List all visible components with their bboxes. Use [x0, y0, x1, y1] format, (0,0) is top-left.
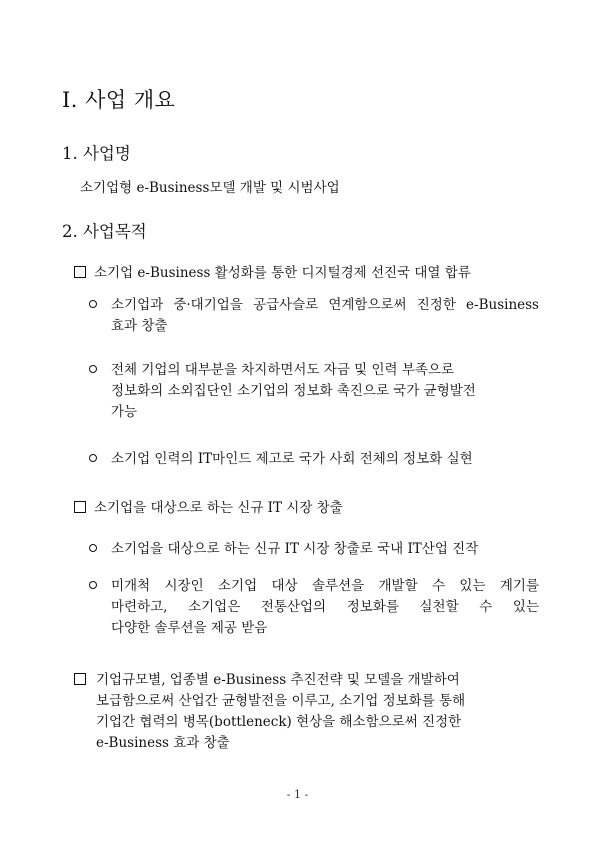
bullet-line: 가능	[111, 404, 138, 420]
purpose-item-1	[74, 261, 471, 281]
bullet-marker	[89, 297, 109, 313]
purpose-item-1-text: 소기업 e-Business 활성화를 통한 디지털경제 선진국 대열 합류	[94, 265, 471, 281]
purpose-line: e-Business 효과 창출	[96, 735, 230, 751]
chapter-title: Ⅰ. 사업 개요	[62, 88, 176, 112]
bullet-line: 다양한 솔루션을 제공 받음	[111, 620, 268, 636]
bullet-line: 마련하고, 소기업은 전통산업의 정보화를 실천할 수 있는	[111, 599, 539, 615]
circle-bullet-icon	[89, 581, 97, 589]
bullet-2-2	[111, 576, 539, 639]
purpose-line: 기업간 협력의 병목(bottleneck) 현상을 해소함으로써 진정한	[96, 714, 462, 730]
purpose-line: 기업규모별, 업종별 e-Business 추진전략 및 모델을 개발하여	[96, 672, 460, 688]
circle-bullet-icon	[89, 454, 97, 462]
bullet-1-3	[111, 449, 539, 470]
bullet-line: 소기업과 중·대기업을 공급사슬로 연계함으로써 진정한 e-Business	[111, 297, 539, 313]
bullet-line: 소기업 인력의 IT마인드 제고로 국가 사회 전체의 정보화 실현	[111, 451, 473, 467]
purpose-item-2	[74, 496, 343, 516]
bullet-line: 정보화의 소외집단인 소기업의 정보화 촉진으로 국가 균형발전	[111, 383, 476, 399]
project-name: 소기업형 e-Business모델 개발 및 시범사업	[80, 180, 340, 196]
bullet-1-1	[111, 295, 539, 337]
bullet-marker	[89, 541, 109, 557]
purpose-item-2-text: 소기업을 대상으로 하는 신규 IT 시장 창출	[94, 500, 343, 516]
checkbox-square-icon	[74, 266, 86, 278]
purpose-item-3-box	[74, 672, 94, 688]
section-2-heading: 2. 사업목적	[62, 222, 147, 241]
section-1-heading: 1. 사업명	[62, 144, 131, 163]
circle-bullet-icon	[89, 365, 97, 373]
purpose-item-3	[96, 670, 539, 754]
bullet-line: 전체 기업의 대부분을 차지하면서도 자금 및 인력 부족으로	[111, 362, 455, 378]
checkbox-square-icon	[74, 673, 86, 685]
circle-bullet-icon	[89, 300, 97, 308]
bullet-1-2	[111, 360, 539, 423]
bullet-line: 소기업을 대상으로 하는 신규 IT 시장 창출로 국내 IT산업 진작	[111, 541, 479, 557]
bullet-2-1	[111, 539, 539, 560]
purpose-line: 보급함으로써 산업간 균형발전을 이루고, 소기업 정보화를 통해	[96, 693, 466, 709]
bullet-marker	[89, 362, 109, 378]
bullet-line: 효과 창출	[111, 318, 168, 334]
bullet-marker	[89, 578, 109, 594]
circle-bullet-icon	[89, 544, 97, 552]
checkbox-square-icon	[74, 501, 86, 513]
bullet-marker	[89, 451, 109, 467]
bullet-line: 미개척 시장인 소기업 대상 솔루션을 개발할 수 있는 계기를	[111, 578, 539, 594]
page-number: - 1 -	[286, 788, 309, 801]
